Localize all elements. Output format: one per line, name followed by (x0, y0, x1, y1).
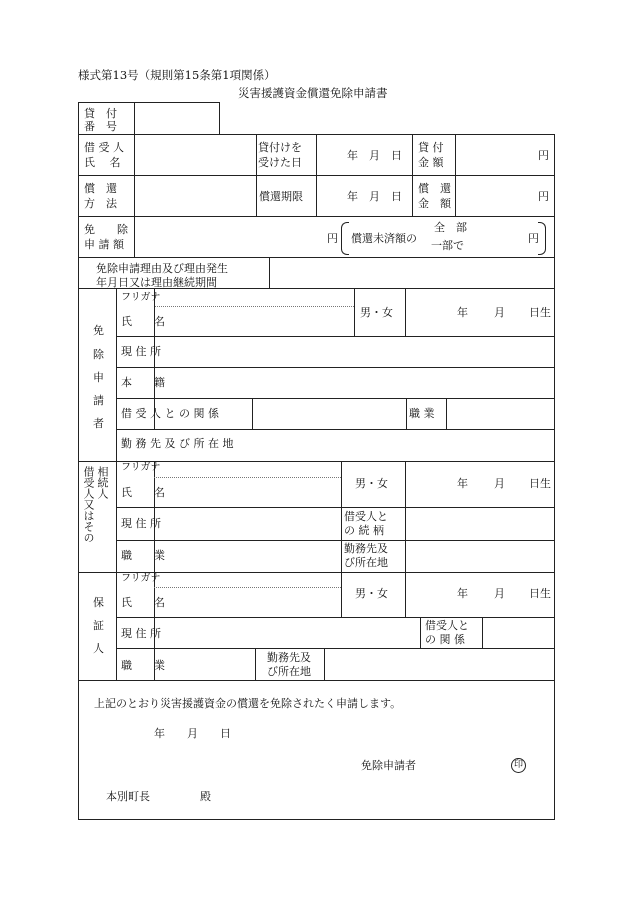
heir-furigana-label: フリガナ (121, 462, 161, 473)
guarantor-workplace-label-1: 勤務先及 (267, 651, 311, 664)
heir-birth-month: 月 (494, 477, 505, 490)
loan-amount-label-1: 貸 付 (418, 141, 444, 154)
applicant-address-label: 現 住 所 (121, 345, 161, 358)
guarantor-group-char-2: 証 (93, 619, 104, 632)
repayment-amount-label-2: 金 額 (418, 197, 451, 210)
repayment-deadline-label: 償還期限 (259, 190, 303, 203)
unpaid-part: 一部で (431, 239, 464, 252)
loan-amount-unit: 円 (538, 149, 549, 162)
guarantor-name-label: 氏 名 (121, 596, 165, 609)
applicant-group-char-3: 申 (93, 371, 104, 384)
applicant-furigana-label: フリガナ (121, 292, 161, 303)
guarantor-group-char-1: 保 (93, 596, 104, 609)
applicant-relation-label: 借 受 人 と の 関 係 (121, 407, 219, 420)
form-number: 様式第13号（規則第15条第1項関係） (78, 68, 276, 82)
guarantor-workplace-label-2: び所在地 (267, 665, 311, 678)
reason-label-2: 年月日又は理由継続期間 (96, 276, 217, 289)
heir-birth-day: 日生 (529, 477, 551, 490)
guarantor-gender: 男・女 (355, 587, 388, 600)
exemption-amount-label-1: 免 除 (84, 223, 128, 236)
guarantor-birth-month: 月 (494, 587, 505, 600)
left-bracket (341, 222, 349, 255)
heir-workplace-label-1: 勤務先及 (344, 542, 388, 555)
loan-amount-label-2: 金 額 (418, 156, 444, 169)
loan-date-label-2: 受けた日 (258, 156, 302, 169)
heir-relation-label-1: 借受人と (344, 510, 388, 523)
reason-label-1: 免除申請理由及び理由発生 (96, 262, 228, 275)
application-form-table (78, 102, 555, 820)
heir-relation-label-2: の 続 柄 (344, 524, 384, 537)
guarantor-relation-label-1: 借受人と (425, 619, 469, 632)
applicant-birth-day: 日生 (529, 306, 551, 319)
repayment-amount-unit: 円 (538, 190, 549, 203)
loan-date-value: 年 月 日 (347, 149, 402, 162)
applicant-group-char-4: 請 (93, 394, 104, 407)
seal-icon: 印 (511, 758, 526, 773)
guarantor-occupation-label: 職 業 (121, 659, 165, 672)
heir-group-label-col2: 相続人 (96, 466, 109, 499)
footer-date: 年 月 日 (154, 727, 231, 740)
applicant-workplace-label: 勤 務 先 及 び 所 在 地 (121, 437, 234, 450)
applicant-birth-month: 月 (494, 306, 505, 319)
applicant-group-char-5: 者 (93, 417, 104, 430)
exemption-yen-2: 円 (528, 232, 539, 245)
heir-name-label: 氏 名 (121, 486, 165, 499)
heir-birth-year: 年 (457, 477, 468, 490)
heir-group-label-col1: 借受人又はその (82, 466, 95, 543)
loan-number-label-2: 番 号 (84, 120, 117, 133)
applicant-group-char-2: 除 (93, 348, 104, 361)
unpaid-all: 全 部 (434, 221, 467, 234)
guarantor-relation-label-2: の 関 係 (425, 633, 465, 646)
heir-occupation-label: 職 業 (121, 549, 165, 562)
loan-date-label-1: 貸付けを (258, 141, 302, 154)
repayment-deadline-value: 年 月 日 (347, 190, 402, 203)
repayment-amount-label-1: 償 還 (418, 182, 451, 195)
exemption-yen: 円 (327, 232, 338, 245)
guarantor-birth-day: 日生 (529, 587, 551, 600)
applicant-name-label: 氏 名 (121, 315, 165, 328)
applicant-birth-year: 年 (457, 306, 468, 319)
guarantor-group-char-3: 人 (93, 642, 104, 655)
repayment-method-label-2: 方 法 (84, 197, 117, 210)
applicant-occupation-label: 職 業 (409, 407, 435, 420)
heir-workplace-label-2: び所在地 (344, 556, 388, 569)
guarantor-furigana-label: フリガナ (121, 573, 161, 584)
exemption-amount-label-2: 申 請 額 (84, 238, 124, 251)
right-bracket (538, 222, 546, 255)
heir-gender: 男・女 (355, 477, 388, 490)
footer-statement: 上記のとおり災害援護資金の償還を免除されたく申請します。 (94, 697, 402, 710)
applicant-group-char-1: 免 (93, 324, 104, 337)
unpaid-label: 償還未済額の (351, 232, 417, 245)
repayment-method-label-1: 償 還 (84, 182, 117, 195)
applicant-gender: 男・女 (360, 306, 393, 319)
guarantor-birth-year: 年 (457, 587, 468, 600)
applicant-domicile-label: 本 籍 (121, 376, 165, 389)
form-title: 災害援護資金償還免除申請書 (238, 86, 388, 100)
footer-applicant-label: 免除申請者 (361, 759, 416, 772)
borrower-name-label-2: 氏 名 (84, 156, 121, 169)
footer-honorific: 殿 (200, 790, 211, 803)
guarantor-address-label: 現 住 所 (121, 627, 161, 640)
borrower-name-label-1: 借 受 人 (84, 141, 124, 154)
footer-addressee: 本別町長 (106, 790, 150, 803)
heir-address-label: 現 住 所 (121, 517, 161, 530)
loan-number-label-1: 貸 付 (84, 107, 117, 120)
